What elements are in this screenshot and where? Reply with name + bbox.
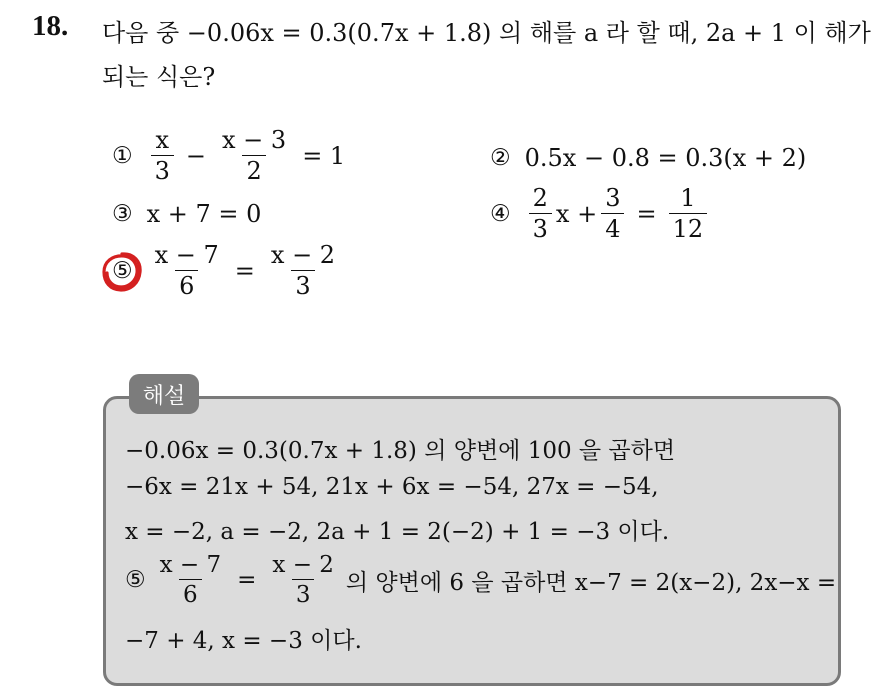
equation-rest: = 1 (302, 142, 346, 171)
operator: = (234, 257, 255, 286)
option-5[interactable] (112, 243, 343, 299)
operator: x + (555, 200, 598, 229)
fraction (218, 128, 290, 184)
numerator: x (155, 126, 170, 154)
denominator: 12 (669, 213, 708, 242)
question-number: 18. (32, 10, 69, 42)
solution-tag: 해설 (129, 374, 199, 414)
solution-line-5: −7 + 4, x = −3 이다. (125, 628, 362, 654)
denominator: 3 (529, 213, 552, 242)
question-text-line1: 다음 중 −0.06x = 0.3(0.7x + 1.8) 의 해를 a 라 할 때, 2a + 1 이 해가 (102, 19, 871, 47)
denominator: 3 (292, 579, 315, 607)
fraction (268, 553, 338, 607)
option-mark: ⑤ (125, 567, 146, 594)
operator: = (636, 200, 657, 229)
denominator: 2 (242, 155, 265, 184)
numerator: x − 2 (270, 241, 336, 269)
denominator: 4 (601, 213, 624, 242)
fraction (529, 186, 552, 242)
fraction (151, 128, 174, 184)
option-mark: ④ (490, 201, 511, 228)
denominator: 3 (151, 155, 174, 184)
denominator: 3 (291, 270, 314, 299)
question-text-line2: 되는 식은? (102, 63, 216, 91)
solution-line-4 (125, 553, 836, 607)
option-equation: x + 7 = 0 (146, 200, 262, 228)
fraction (156, 553, 226, 607)
fraction (669, 186, 708, 242)
operator: = (237, 567, 257, 594)
fraction (601, 186, 624, 242)
option-equation: 0.5x − 0.8 = 0.3(x + 2) (524, 144, 807, 172)
option-2[interactable] (490, 144, 806, 172)
numerator: x − 7 (159, 552, 222, 578)
option-mark: ① (112, 143, 133, 170)
option-mark: ⑤ (112, 258, 133, 285)
numerator: 2 (532, 184, 548, 212)
solution-line-2: −6x = 21x + 54, 21x + 6x = −54, 27x = −54, (125, 474, 659, 500)
numerator: x − 2 (272, 552, 334, 578)
option-mark: ③ (112, 201, 133, 227)
solution-line-1: −0.06x = 0.3(0.7x + 1.8) 의 양변에 100 을 곱하면 (125, 438, 676, 464)
fraction (151, 243, 223, 299)
fraction (267, 243, 339, 299)
option-mark: ② (490, 145, 511, 171)
denominator: 6 (175, 270, 198, 299)
numerator: x − 7 (154, 241, 219, 269)
numerator: x − 3 (222, 126, 287, 154)
option-4[interactable] (490, 186, 711, 242)
numerator: 3 (605, 184, 621, 212)
operator: − (185, 142, 207, 171)
solution-line-3: x = −2, a = −2, 2a + 1 = 2(−2) + 1 = −3 이다. (125, 519, 670, 545)
numerator: 1 (680, 184, 696, 212)
option-1[interactable] (112, 128, 353, 184)
denominator: 6 (179, 579, 202, 607)
solution-line-4-rest: 의 양변에 6 을 곱하면 x−7 = 2(x−2), 2x−x = (345, 569, 837, 596)
option-3[interactable] (112, 200, 261, 228)
